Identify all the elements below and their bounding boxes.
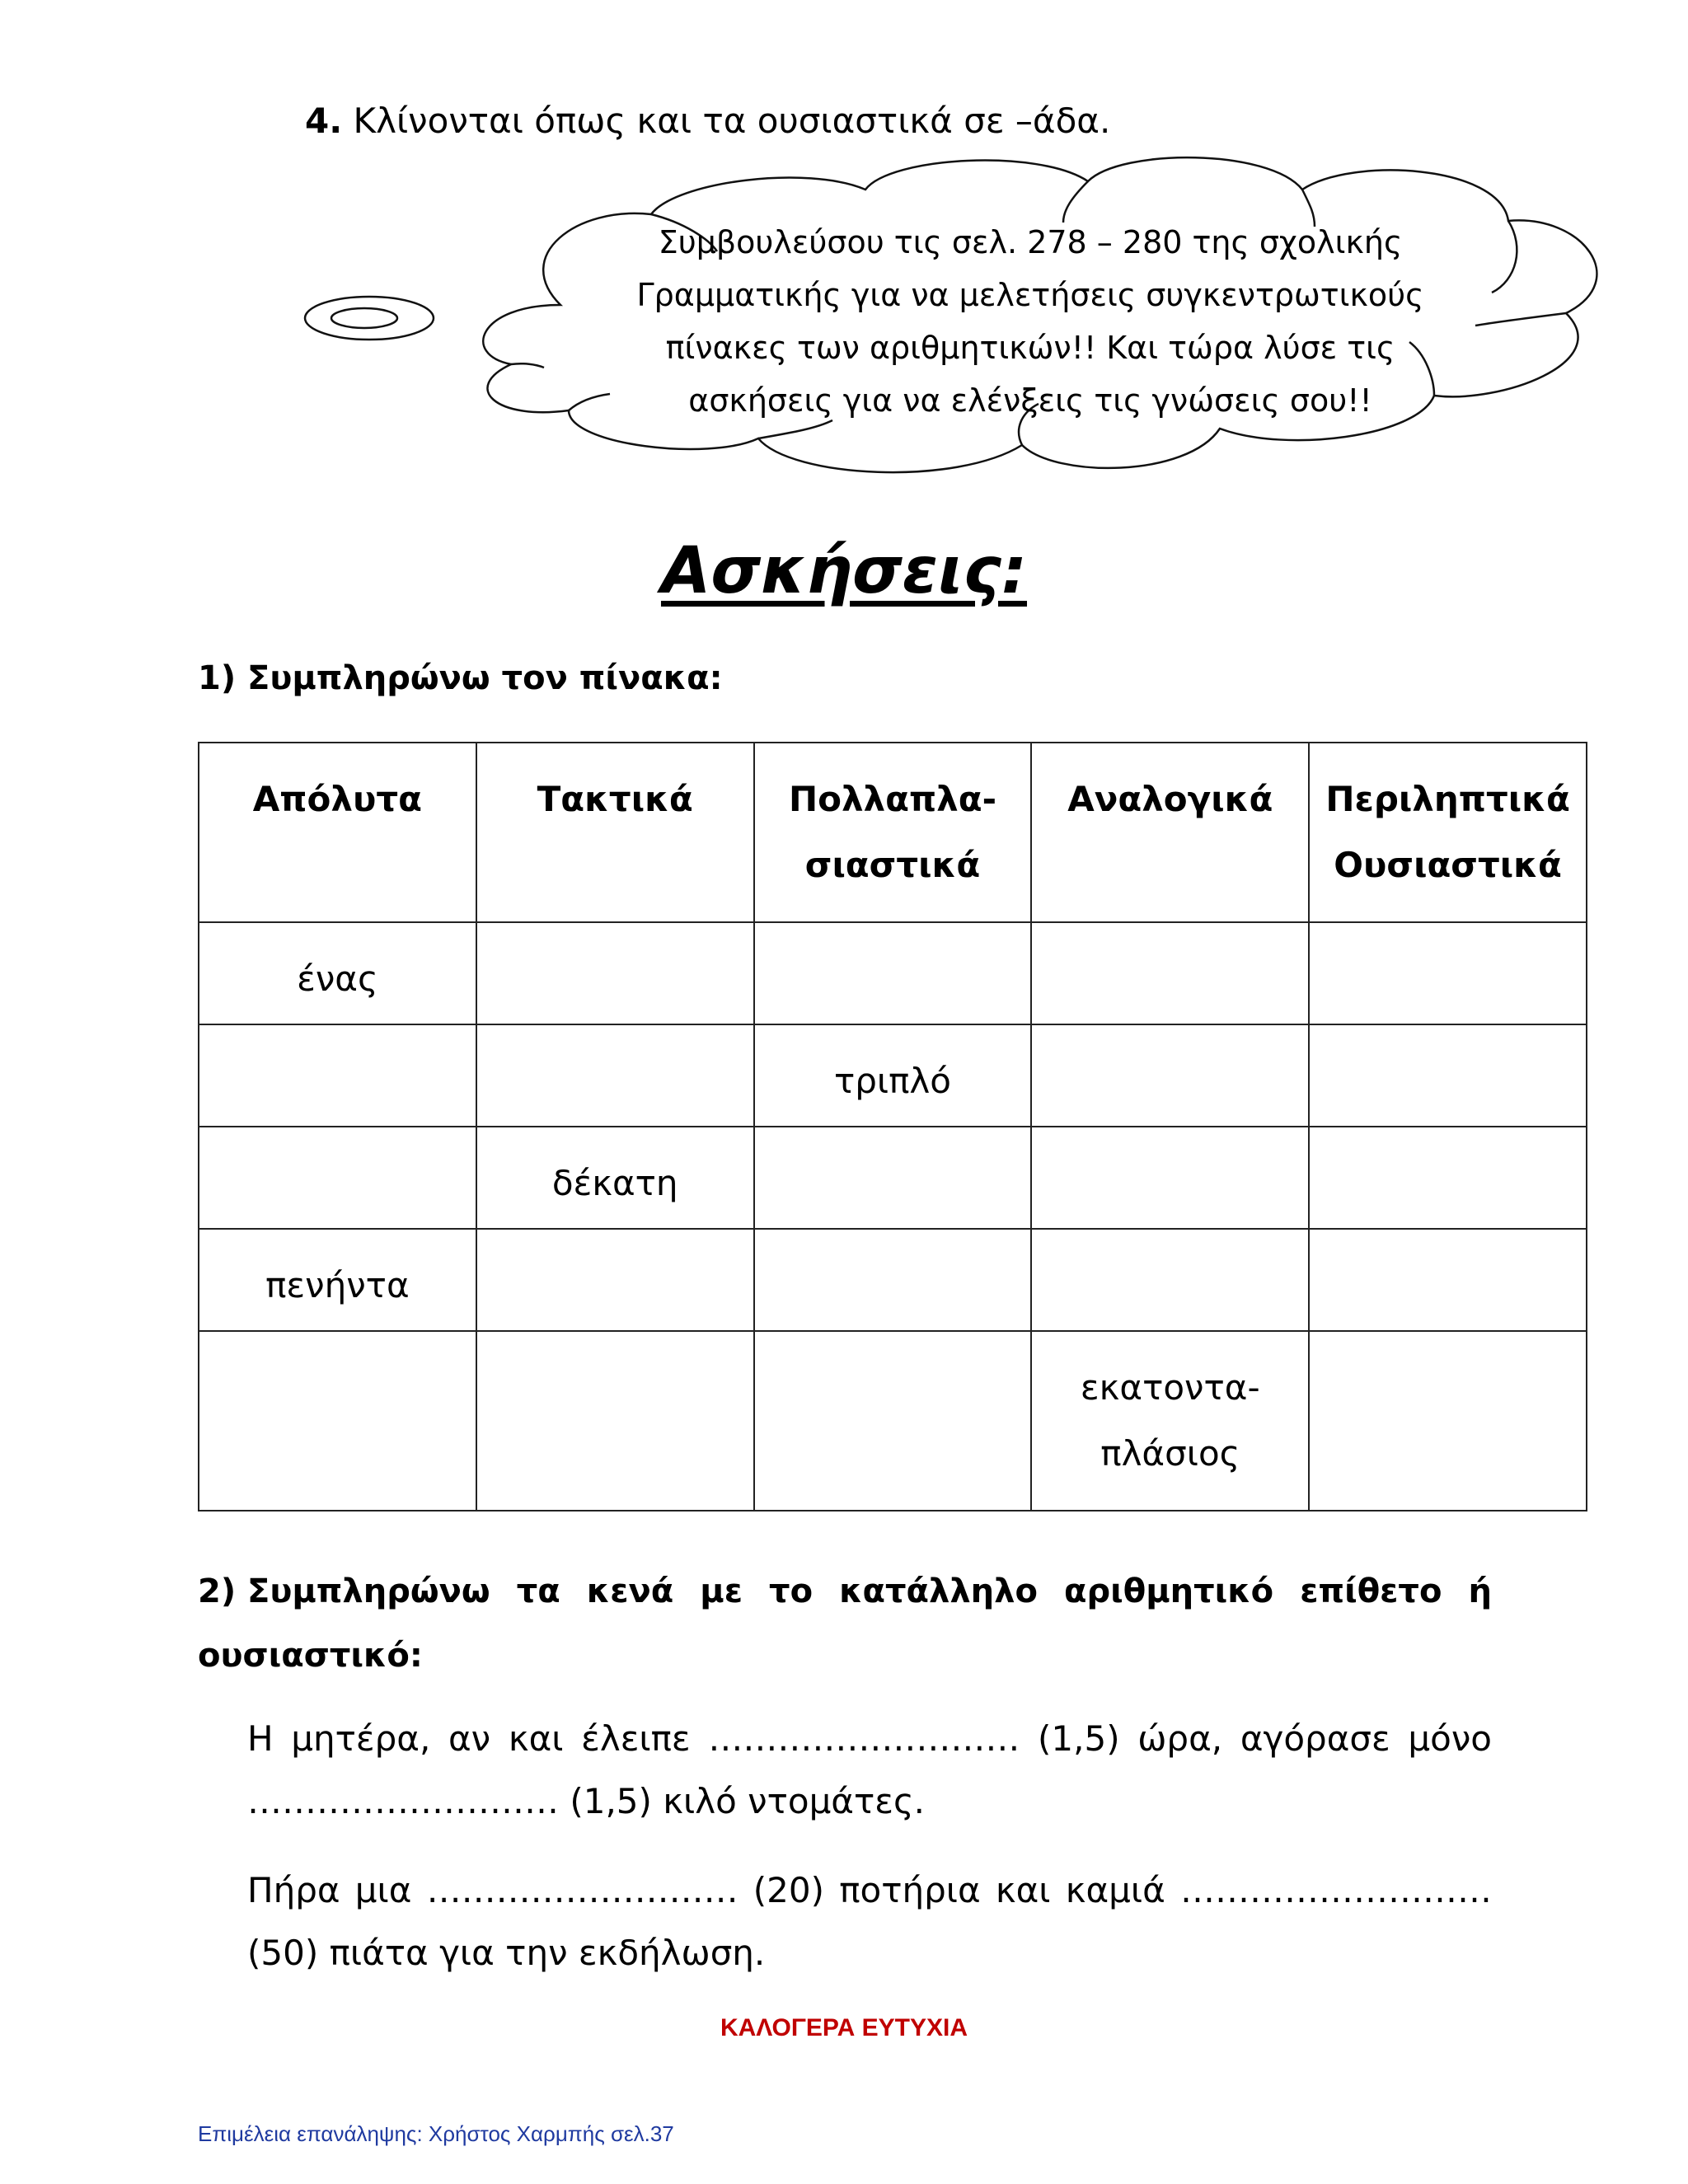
cell-text: [199, 1332, 476, 1343]
table-cell[interactable]: [1031, 922, 1309, 1024]
table-cell[interactable]: [1031, 1127, 1309, 1229]
table-cell[interactable]: [476, 1127, 754, 1229]
table-cell[interactable]: [754, 1127, 1032, 1229]
cell-text: [1032, 1230, 1308, 1241]
cloud-line: Γραμματικής για να μελετήσεις συγκεντρωτικούς: [636, 277, 1424, 313]
cell-text: [477, 923, 753, 935]
table-cell[interactable]: [1309, 1331, 1587, 1511]
cell-text: τριπλό: [833, 1061, 951, 1101]
cell-text: [1310, 1127, 1586, 1139]
table-header-cell: [1031, 743, 1309, 922]
table-cell[interactable]: [754, 1229, 1032, 1331]
cell-text: [755, 1332, 1031, 1343]
author-name: ΚΑΛΟΓΕΡΑ ΕΥΤΥΧΙΑ: [720, 2014, 968, 2041]
table-cell[interactable]: [199, 1229, 476, 1331]
cell-text: [199, 1025, 476, 1037]
table-cell[interactable]: [1309, 1024, 1587, 1127]
table-cell[interactable]: [1309, 1127, 1587, 1229]
table-header-row: [199, 743, 1587, 922]
table-cell[interactable]: [1309, 922, 1587, 1024]
cell-text: [755, 923, 1031, 935]
cell-text: [1032, 923, 1308, 935]
table-cell[interactable]: [199, 1024, 476, 1127]
cell-text: ένας: [297, 958, 378, 999]
exercise-2-label: [198, 1559, 1492, 1688]
cell-text: [1310, 923, 1586, 935]
cell-text: [755, 1230, 1031, 1241]
table-cell[interactable]: [476, 922, 754, 1024]
table-cell[interactable]: [1309, 1229, 1587, 1331]
table-row: [199, 922, 1587, 1024]
table-cell[interactable]: [199, 922, 476, 1024]
table-cell[interactable]: [199, 1331, 476, 1511]
cell-text: δέκατη: [551, 1163, 678, 1203]
sentence-1: Η μητέρα, αν και έλειπε ……………………… (1,5) ώρα, αγόρασε μόνο ……………………… (1,5) κιλό ντομάτες.: [247, 1718, 1492, 1821]
header-text: Τακτικά: [537, 779, 693, 819]
table-cell[interactable]: [754, 922, 1032, 1024]
section-4-text: Κλίνονται όπως και τα ουσιαστικά σε –άδα.: [353, 101, 1111, 141]
table-row: [199, 1229, 1587, 1331]
cell-text: [1310, 1025, 1586, 1037]
cloud-text: [577, 216, 1484, 427]
table-cell[interactable]: [1031, 1229, 1309, 1331]
cell-text: [477, 1025, 753, 1037]
table-row: [199, 1331, 1587, 1511]
table-header-cell: [1309, 743, 1587, 922]
table-row: [199, 1024, 1587, 1127]
header-text: Πολλαπλα-: [788, 779, 997, 819]
table-cell[interactable]: [754, 1024, 1032, 1127]
exercises-heading: Ασκήσεις:: [660, 534, 1028, 608]
table-cell[interactable]: [199, 1127, 476, 1229]
table-cell[interactable]: [754, 1331, 1032, 1511]
cell-text: [1032, 1127, 1308, 1139]
section-4-line: [305, 101, 1110, 141]
cloud-line: ασκήσεις για να ελένξεις τις γνώσεις σου!!: [688, 382, 1372, 419]
table-cell[interactable]: [476, 1024, 754, 1127]
cell-text: [755, 1127, 1031, 1139]
cell-text: [1032, 1025, 1308, 1037]
cell-text: πλάσιος: [1100, 1433, 1240, 1474]
table-cell[interactable]: [1031, 1024, 1309, 1127]
sentence-2: Πήρα μια ……………………… (20) ποτήρια και καμιά ……………………… (50) πιάτα για την εκδήλωση.: [247, 1870, 1492, 1973]
header-text: Περιληπτικά: [1325, 779, 1570, 819]
cell-text: [1310, 1332, 1586, 1343]
cell-text: [477, 1230, 753, 1241]
table-header-cell: [199, 743, 476, 922]
exercise-2-number: 2): [198, 1572, 237, 1610]
header-text: σιαστικά: [804, 845, 981, 885]
exercise-1-label: 1) Συμπληρώνω τον πίνακα:: [198, 659, 723, 697]
section-4-number: 4.: [305, 101, 343, 141]
page-footer: Επιμέλεια επανάληψης: Χρήστος Χαρμπής σελ.37: [198, 2121, 674, 2146]
table-cell[interactable]: [1031, 1331, 1309, 1511]
cell-text: [477, 1332, 753, 1343]
header-text: Αναλογικά: [1067, 779, 1273, 819]
cloud-line: Συμβουλεύσου τις σελ. 278 – 280 της σχολικής: [658, 224, 1403, 260]
cell-text: [1310, 1230, 1586, 1241]
header-text: Ουσιαστικά: [1334, 845, 1562, 885]
numerals-table: [198, 742, 1587, 1511]
table-header-cell: [476, 743, 754, 922]
exercise-2-text: Συμπληρώνω τα κενά με το κατάλληλο αριθμητικό επίθετο ή ουσιαστικό:: [198, 1572, 1492, 1675]
cloud-line: πίνακες των αριθμητικών!! Και τώρα λύσε τις: [665, 330, 1395, 366]
cell-text: [199, 1127, 476, 1139]
table-cell[interactable]: [476, 1229, 754, 1331]
cell-text: πενήντα: [265, 1265, 410, 1305]
table-header-cell: [754, 743, 1032, 922]
table-row: [199, 1127, 1587, 1229]
cell-text: εκατοντα-: [1080, 1367, 1260, 1408]
header-text: Απόλυτα: [252, 779, 422, 819]
table-cell[interactable]: [476, 1331, 754, 1511]
